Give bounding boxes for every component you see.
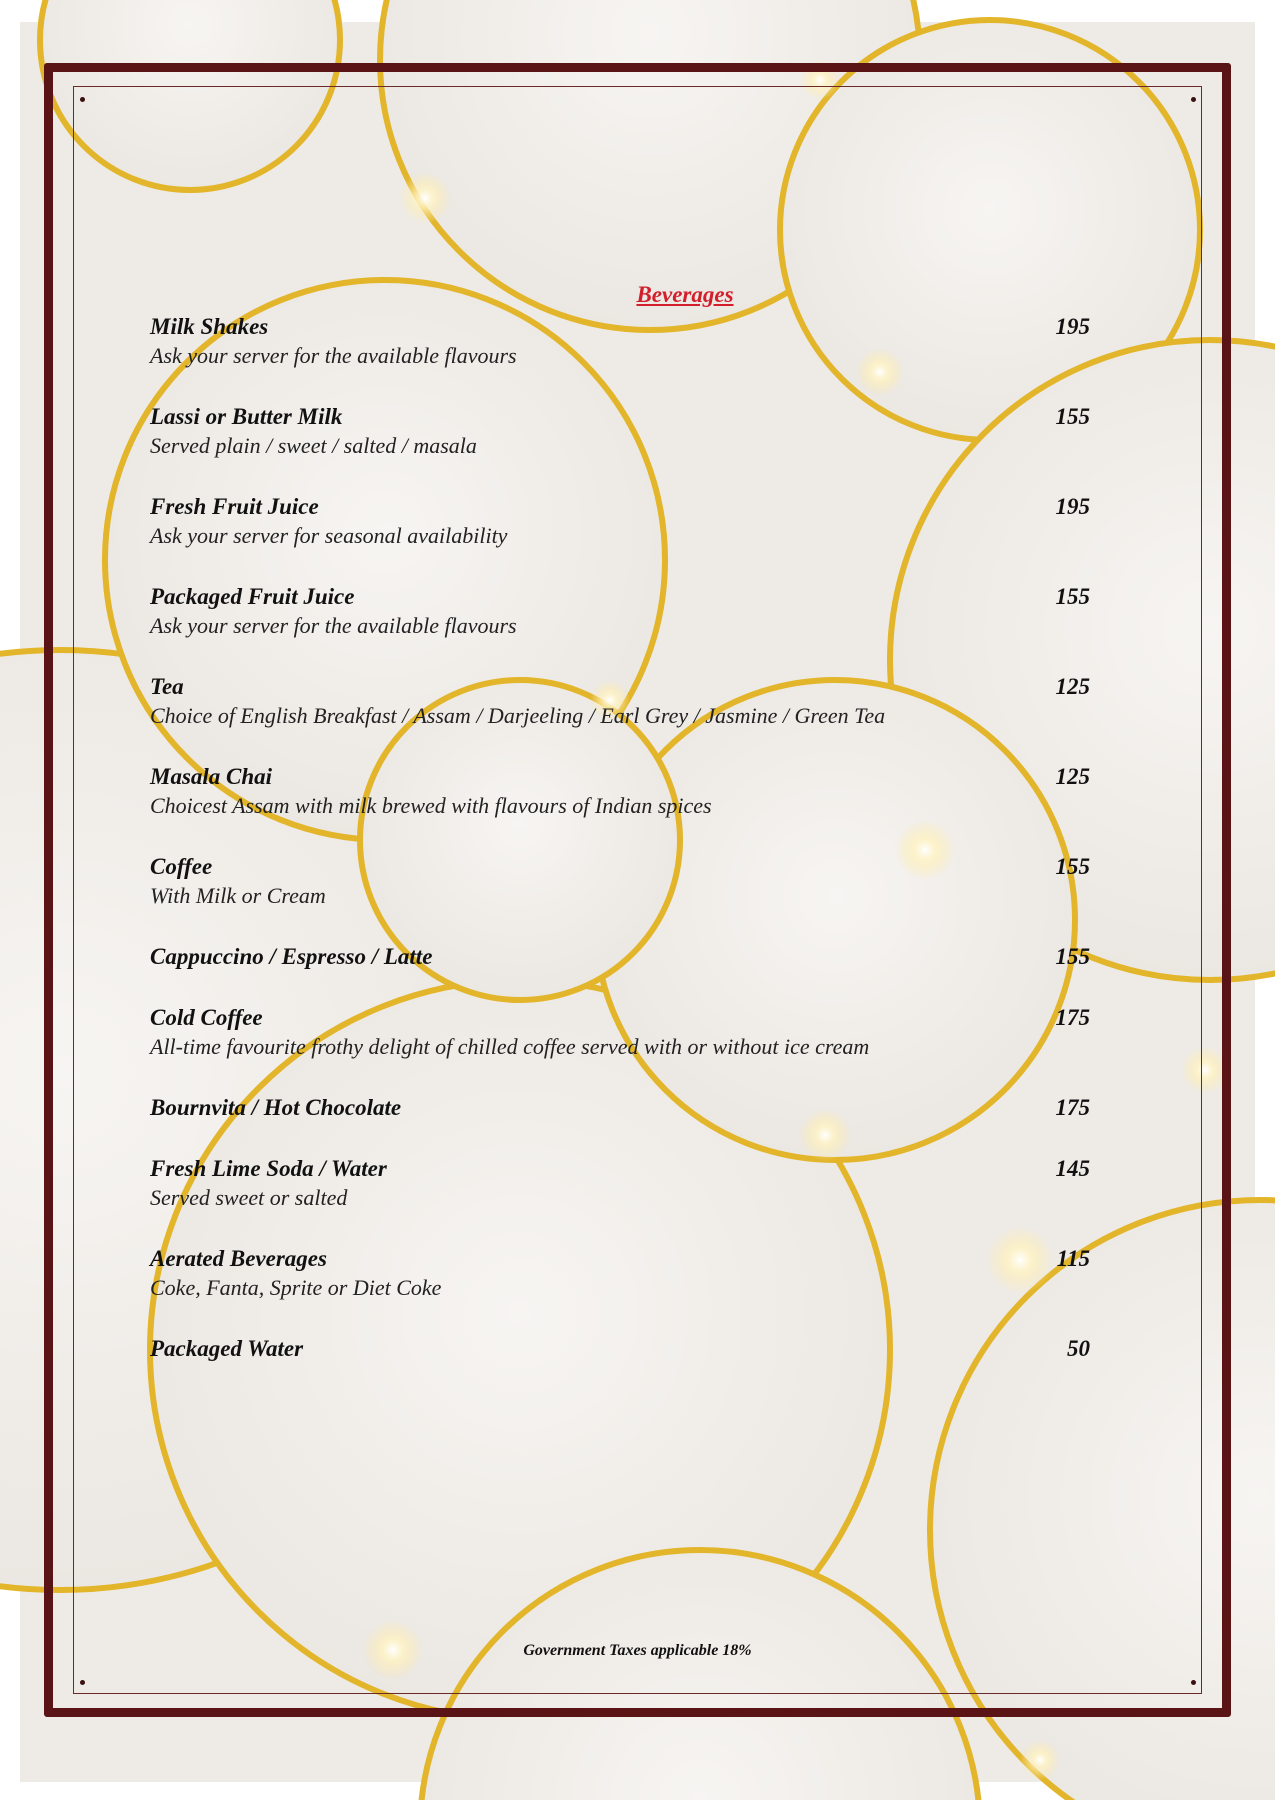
corner-ornament-top-right <box>1191 97 1196 102</box>
menu-item-description: With Milk or Cream <box>150 883 326 908</box>
menu-item <box>150 1093 1100 1122</box>
menu-item-name: Masala Chai <box>150 764 273 789</box>
menu-item-list <box>150 312 1100 1363</box>
menu-item <box>150 1154 1100 1212</box>
beverages-menu <box>150 282 1100 1395</box>
menu-item-price: 125 <box>1055 674 1090 699</box>
menu-item-description: Served plain / sweet / salted / masala <box>150 433 477 458</box>
menu-item-description: Ask your server for the available flavours <box>150 613 517 638</box>
menu-item <box>150 1244 1100 1302</box>
menu-item-name: Cold Coffee <box>150 1005 263 1030</box>
menu-item-name: Lassi or Butter Milk <box>150 404 343 429</box>
tax-footnote: Government Taxes applicable 18% <box>523 1642 752 1659</box>
menu-item-name: Coffee <box>150 854 213 879</box>
menu-item-name: Aerated Beverages <box>150 1246 327 1271</box>
menu-item <box>150 1003 1100 1061</box>
menu-item-price: 175 <box>1055 1095 1090 1120</box>
menu-item-name: Tea <box>150 674 184 699</box>
menu-item-price: 155 <box>1055 584 1090 609</box>
menu-item-price: 155 <box>1055 404 1090 429</box>
menu-item-description: All-time favourite frothy delight of chilled coffee served with or without ice cream <box>150 1034 870 1059</box>
menu-item-price: 115 <box>1056 1246 1090 1271</box>
menu-item <box>150 942 1100 971</box>
menu-item-description: Coke, Fanta, Sprite or Diet Coke <box>150 1275 442 1300</box>
menu-item <box>150 312 1100 370</box>
menu-item-description: Choicest Assam with milk brewed with flavours of Indian spices <box>150 793 712 818</box>
corner-ornament-top-left <box>80 97 85 102</box>
menu-item <box>150 762 1100 820</box>
menu-item-name: Cappuccino / Espresso / Latte <box>150 944 433 969</box>
menu-item-description: Ask your server for seasonal availability <box>150 523 508 548</box>
menu-item-price: 195 <box>1055 494 1090 519</box>
menu-item <box>150 1334 1100 1363</box>
menu-item <box>150 582 1100 640</box>
menu-item-price: 155 <box>1055 854 1090 879</box>
menu-item-name: Bournvita / Hot Chocolate <box>150 1095 402 1120</box>
menu-item-price: 175 <box>1055 1005 1090 1030</box>
menu-item-name: Fresh Fruit Juice <box>150 494 319 519</box>
menu-item-name: Milk Shakes <box>150 314 269 339</box>
menu-item <box>150 402 1100 460</box>
menu-section-title: Beverages <box>636 282 734 307</box>
corner-ornament-bottom-left <box>80 1680 85 1685</box>
menu-item-price: 155 <box>1055 944 1090 969</box>
menu-item <box>150 672 1100 730</box>
corner-ornament-bottom-right <box>1191 1680 1196 1685</box>
menu-item <box>150 852 1100 910</box>
menu-item-name: Packaged Fruit Juice <box>150 584 355 609</box>
menu-item-description: Choice of English Breakfast / Assam / Darjeeling / Earl Grey / Jasmine / Green Tea <box>150 703 886 728</box>
menu-item-price: 50 <box>1067 1336 1090 1361</box>
menu-item-price: 195 <box>1055 314 1090 339</box>
menu-item-name: Packaged Water <box>150 1336 304 1361</box>
menu-item-price: 145 <box>1055 1156 1090 1181</box>
menu-item-description: Ask your server for the available flavours <box>150 343 517 368</box>
menu-item-description: Served sweet or salted <box>150 1185 348 1210</box>
menu-item-name: Fresh Lime Soda / Water <box>150 1156 387 1181</box>
menu-item-price: 125 <box>1055 764 1090 789</box>
menu-item <box>150 492 1100 550</box>
